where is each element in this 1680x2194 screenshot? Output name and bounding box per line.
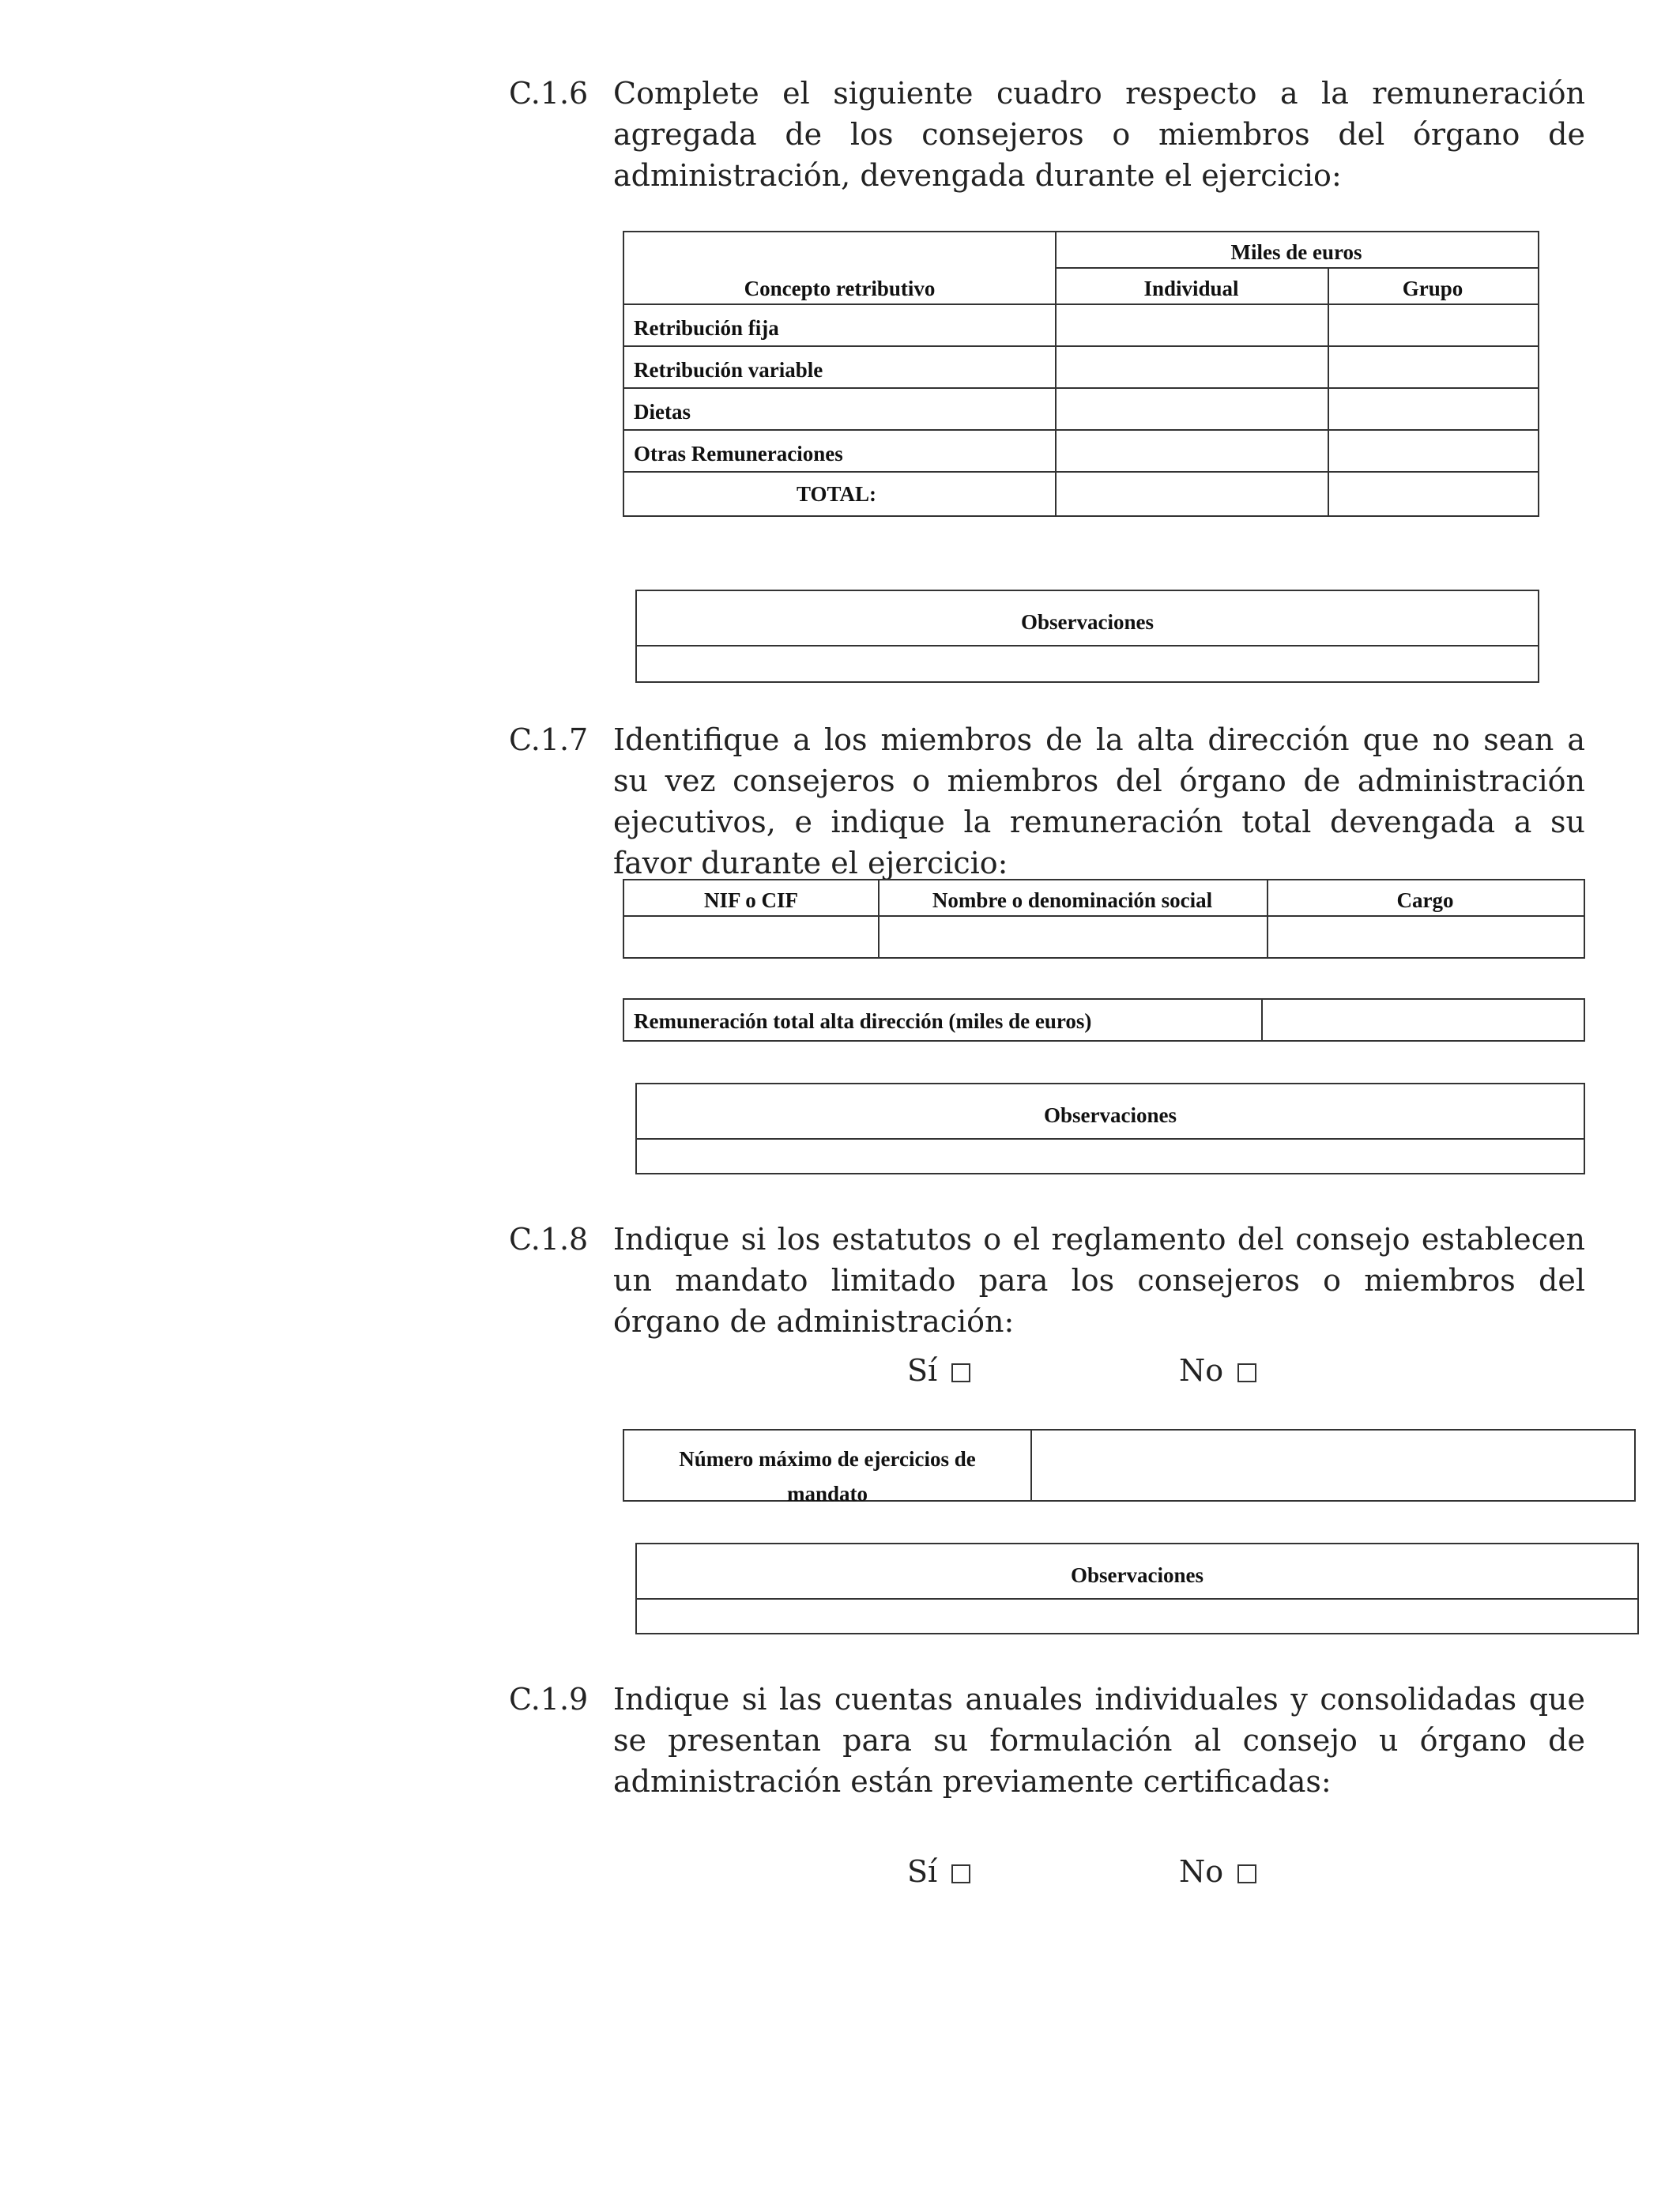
header-grupo: Grupo [1402, 277, 1463, 300]
observaciones-title-c16: Observaciones [1021, 610, 1154, 634]
section-number-c17: C.1.7 [509, 722, 589, 757]
checkbox-no-c18[interactable] [1237, 1363, 1256, 1382]
observaciones-box-c16 [635, 590, 1539, 683]
row-label-total: TOTAL: [797, 482, 877, 506]
mandato-label-line-1: Número máximo de ejercicios de [679, 1447, 976, 1471]
observaciones-title-c17: Observaciones [1044, 1103, 1177, 1127]
option-si-label-c18: Sí [907, 1353, 938, 1388]
header-individual: Individual [1143, 277, 1239, 300]
section-number-c18: C.1.8 [509, 1222, 589, 1257]
header-nombre: Nombre o denominación social [932, 888, 1213, 912]
section-text-c19: Indique si las cuentas anuales individuales y consolidadas que se presentan para su formulación al consejo u órgano de administración están previamente certificadas: [613, 1682, 1585, 1799]
observaciones-box-c18 [635, 1543, 1639, 1634]
option-no-label-c18: No [1179, 1353, 1224, 1388]
row-label-retribucion-fija: Retribución fija [634, 316, 779, 340]
mandato-box [623, 1429, 1636, 1506]
remuneration-table [623, 231, 1539, 517]
header-nif-cif: NIF o CIF [704, 888, 798, 912]
header-concepto-retributivo: Concepto retributivo [744, 277, 936, 300]
section-text-c17: Identifique a los miembros de la alta dirección que no sean a su vez consejeros o miembros del órgano de administración ejecutivos, e indique la remuneración total devengada a su favor durante el ejercicio: [613, 722, 1585, 880]
option-si-label-c19: Sí [907, 1854, 938, 1889]
section-number-c19: C.1.9 [509, 1682, 589, 1717]
remuneracion-total-label: Remuneración total alta dirección (miles de euros) [634, 1009, 1092, 1033]
checkbox-si-c18[interactable] [951, 1363, 970, 1382]
section-number-c16: C.1.6 [509, 76, 589, 111]
checkbox-si-c19[interactable] [951, 1864, 970, 1883]
row-label-dietas: Dietas [634, 400, 691, 424]
option-no-label-c19: No [1179, 1854, 1224, 1889]
option-no-c19[interactable] [1179, 1851, 1256, 1892]
observaciones-title-c18: Observaciones [1071, 1563, 1203, 1587]
mandato-label-line-2: mandato [786, 1482, 868, 1506]
alta-direccion-table [623, 879, 1585, 959]
header-miles-de-euros: Miles de euros [1230, 240, 1362, 264]
option-si-c18[interactable] [907, 1350, 970, 1391]
option-si-c19[interactable] [907, 1851, 970, 1892]
row-label-retribucion-variable: Retribución variable [634, 358, 823, 382]
section-text-c16: Complete el siguiente cuadro respecto a la remuneración agregada de los consejeros o miembros del órgano de administración, devengada durante el ejercicio: [613, 76, 1585, 193]
mandato-label [624, 1442, 1030, 1511]
option-no-c18[interactable] [1179, 1350, 1256, 1391]
section-text-c18: Indique si los estatutos o el reglamento del consejo establecen un mandato limitado para los consejeros o miembros del órgano de administración: [613, 1222, 1585, 1339]
header-cargo: Cargo [1396, 888, 1454, 912]
remuneracion-total-box [623, 998, 1585, 1042]
row-label-otras-remuneraciones: Otras Remuneraciones [634, 442, 843, 466]
observaciones-box-c17 [635, 1083, 1585, 1174]
checkbox-no-c19[interactable] [1237, 1864, 1256, 1883]
